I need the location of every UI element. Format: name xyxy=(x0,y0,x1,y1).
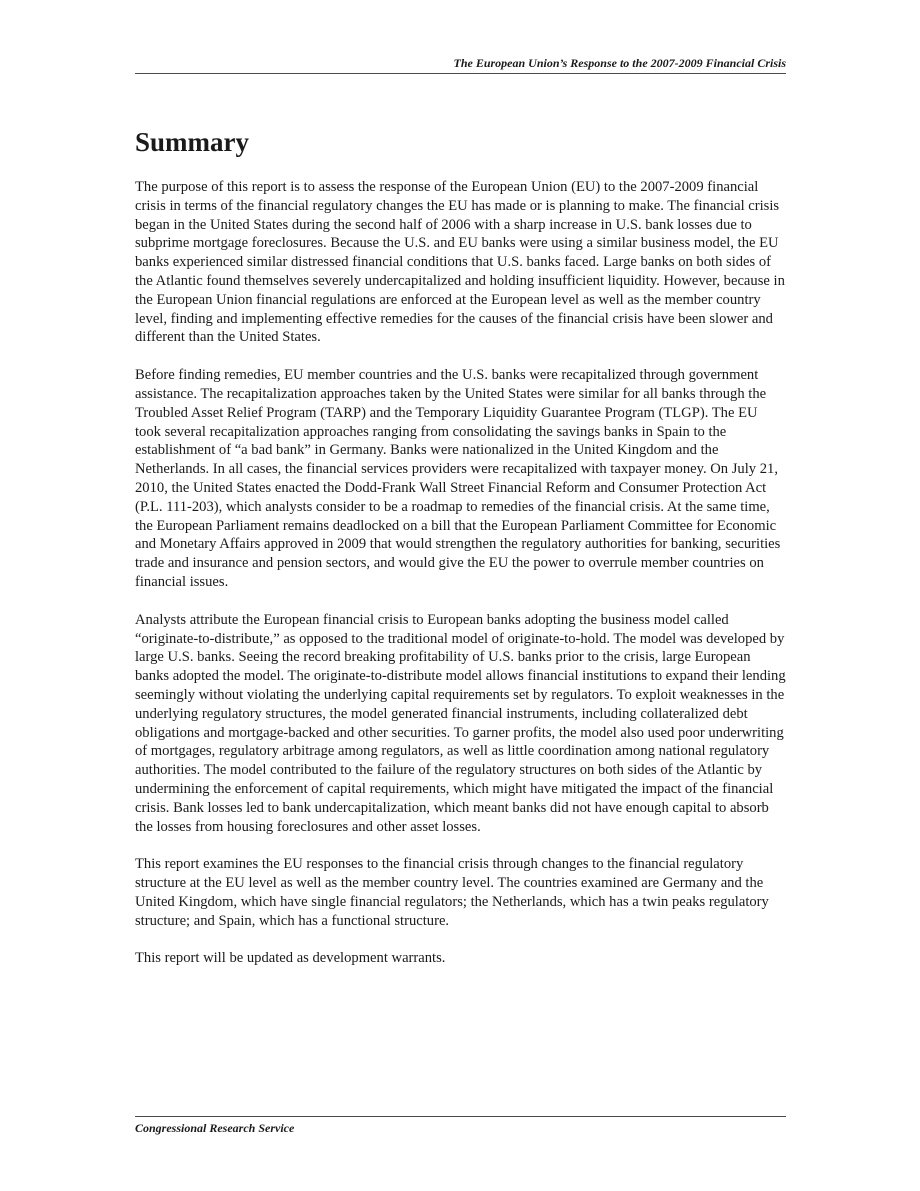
running-header: The European Union’s Response to the 2007-2009 Financial Crisis xyxy=(453,56,786,70)
paragraph: This report will be updated as development warrants. xyxy=(135,950,446,967)
paragraph: Before finding remedies, EU member countries and the U.S. banks were recapitalized through government assistance. The recapitalization approaches taken by the United States were similar for all banks through the Troubled Asset Relief Program (TARP) and the Temporary Liquidity Guarantee Program (TLGP). The EU took several recapitalization approaches ranging from consolidating the savings banks in Spain to the establishment of “a bad bank” in Germany. Banks were nationalized in the United Kingdom and the Netherlands. In all cases, the financial services providers were recapitalized with taxpayer money. On July 21, 2010, the United States enacted the Dodd-Frank Wall Street Financial Reform and Consumer Protection Act (P.L. 111-203), which analysts consider to be a roadmap to remedies of the financial crisis. At the same time, the European Parliament remains deadlocked on a bill that the European Parliament Committee for Economic and Monetary Affairs approved in 2009 that would strengthen the regulatory authorities for banking, securities trade and insurance and pension sectors, and would give the EU the power to overrule member countries on financial issues. xyxy=(135,367,781,590)
paragraph: Analysts attribute the European financial crisis to European banks adopting the business model called “originate-to-distribute,” as opposed to the traditional model of originate-to-hold. The model was developed by large U.S. banks. Seeing the record breaking profitability of U.S. banks prior to the crisis, large European banks adopted the model. The originate-to-distribute model allows financial institutions to expand their lending seemingly without violating the underlying capital requirements set by regulators. To exploit weaknesses in the underlying regulatory structures, the model generated financial instruments, including collateralized debt obligations and mortgage-backed and other securities. To garner profits, the model also used poor underwriting of mortgages, regulatory arbitrage among regulators, as well as little coordination among national regulatory authorities. The model contributed to the failure of the regulatory structures on both sides of the Atlantic by undermining the enforcement of capital requirements, which might have mitigated the impact of the financial crisis. Bank losses led to bank undercapitalization, which meant banks did not have enough capital to absorb the losses from housing foreclosures and other asset losses. xyxy=(135,611,786,835)
paragraph: The purpose of this report is to assess the response of the European Union (EU) to the 2007-2009 financial crisis in terms of the financial regulatory changes the EU has made or is planning to make. The financial crisis began in the United States during the second half of 2006 with a sharp increase in U.S. bank losses due to subprime mortgage foreclosures. Because the U.S. and EU banks were using a similar business model, the EU banks experienced similar distressed financial conditions that U.S. banks faced. Large banks on both sides of the Atlantic found themselves severely undercapitalized and holding insufficient liquidity. However, because in the European Union financial regulations are enforced at the European level as well as the member country level, finding and implementing effective remedies for the causes of the financial crisis have been slower and different than the United States. xyxy=(135,179,785,346)
section-heading: Summary xyxy=(135,127,249,157)
footer-rule xyxy=(135,1116,786,1117)
running-footer: Congressional Research Service xyxy=(135,1121,295,1135)
paragraph: This report examines the EU responses to the financial crisis through changes to the financial regulatory structure at the EU level as well as the member country level. The countries examined are Germany and the United Kingdom, which have single financial regulators; the Netherlands, which has a twin peaks regulatory structure; and Spain, which has a functional structure. xyxy=(135,856,769,929)
summary-body xyxy=(135,178,786,987)
header-rule xyxy=(135,73,786,74)
